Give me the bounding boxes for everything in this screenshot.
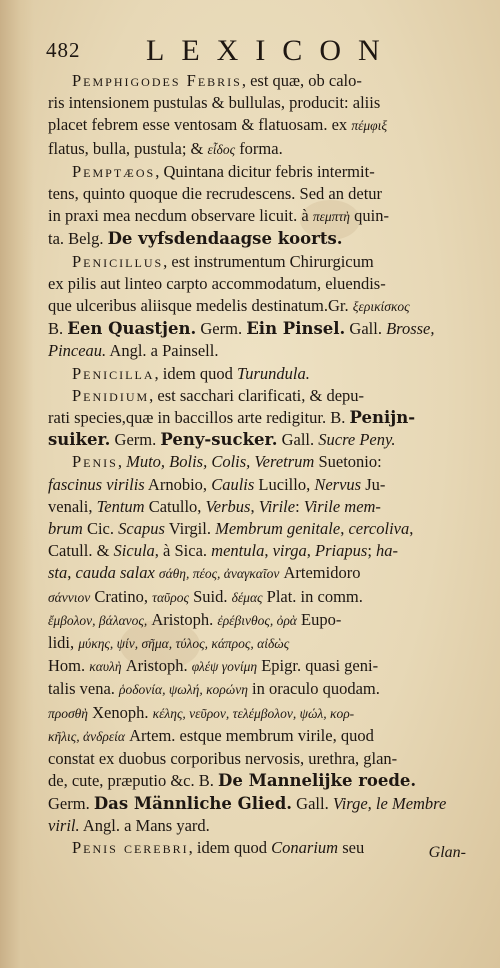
text-line: de, cute, præputio &c. B. De Mannelijke roede. <box>48 771 417 791</box>
entry-penis-cerebri <box>48 837 468 859</box>
text-line: Germ. Das Männliche Glied. Gall. Virge, le Membre <box>48 793 447 813</box>
text-line: Penidium, est sacchari clarificati, & depu- <box>72 385 365 405</box>
text-line: Catull. & Sicula, à Sica. mentula, virga, Priapus; ha- <box>48 541 399 561</box>
entry-penis <box>48 451 468 836</box>
text-line: Penicillus, est instrumentum Chirurgicum <box>72 251 374 271</box>
dictionary-text <box>48 70 468 859</box>
text-line: lidi, μύκης, ψίν, σῆμα, τύλος, κάπρος, αἰδὼς <box>48 633 290 653</box>
text-line: viril. Angl. a Mans yard. <box>48 815 210 835</box>
text-line: brum Cic. Scapus Virgil. Membrum genitale, cercoliva, <box>48 519 414 539</box>
text-line: Penis, Muto, Bolis, Colis, Veretrum Suetonio: <box>72 452 382 472</box>
running-title: LEXICON <box>146 34 397 67</box>
text-line: Penis cerebri, idem quod Conarium seu <box>72 837 365 857</box>
text-line: que ulceribus aliisque medelis destinatum.Gr. ξερικίσκος <box>48 296 410 316</box>
text-line: Pemphigodes Febris, est quæ, ob calo- <box>72 71 362 90</box>
page-header <box>46 34 466 70</box>
text-line: κῆλις, ἀνδρεία Artem. estque membrum virile, quod <box>48 725 374 745</box>
text-line: ex pilis aut linteo carpto accommodatum, eluendis- <box>48 273 386 293</box>
text-line: tens, quinto quoque die recrudescens. Sed an detur <box>48 184 383 204</box>
entry-penicillus <box>48 251 468 363</box>
text-line: Penicilla, idem quod Turundula. <box>72 363 310 383</box>
text-line: Pinceau. Angl. a Painsell. <box>48 341 219 361</box>
text-line: προσθὴ Xenoph. κέλης, νεῦρον, τελέμβολον, ψώλ, κορ- <box>48 702 355 722</box>
text-line: Hom. καυλὴ Aristoph. φλέψ γονίμη Epigr. quasi geni- <box>48 656 379 676</box>
catchword: Glan- <box>428 844 466 861</box>
text-line: B. Een Quastjen. Germ. Ein Pinsel. Gall. Brosse, <box>48 319 435 339</box>
entry-penicilla <box>48 363 468 385</box>
text-line: ἔμβολον, βάλανος, Aristoph. ἐρέβινθος, ὀρὰ Eupo- <box>48 609 342 629</box>
page-gutter-shadow <box>0 0 34 968</box>
text-line: placet febrem esse ventosam & flatuosam. ex πέμφιξ <box>48 115 388 135</box>
text-line: sta, cauda salax σάθη, πέος, ἀναγκαῖον Artemidoro <box>48 563 361 583</box>
text-line: fascinus virilis Arnobio, Caulis Lucillo, Nervus Ju- <box>48 474 386 494</box>
page-number: 482 <box>46 38 81 62</box>
text-line: suiker. Germ. Peny-sucker. Gall. Sucre Peny. <box>48 430 396 450</box>
entry-pemptaeos <box>48 161 468 251</box>
entry-pemphigodes <box>48 70 468 161</box>
text-line: ris intensionem pustulas & bullulas, producit: aliis <box>48 93 381 113</box>
text-line: rati species,quæ in baccillos arte redigitur. B. Penijn- <box>48 408 416 428</box>
text-line: σάννιον Cratino, ταῦρος Suid. δέμας Plat. in comm. <box>48 586 363 606</box>
entry-penidium <box>48 385 468 452</box>
text-line: ta. Belg. De vyfsdendaagse koorts. <box>48 229 343 249</box>
text-line: in praxi mea necdum observare licuit. à πεμπτὴ quin- <box>48 206 389 226</box>
text-line: Pemptæos, Quintana dicitur febris intermit- <box>72 161 375 181</box>
text-line: flatus, bulla, pustula; & εἶδος forma. <box>48 138 283 158</box>
text-line: constat ex duobus corporibus nervosis, urethra, glan- <box>48 749 398 769</box>
text-line: venali, Tentum Catullo, Verbus, Virile: Virile mem- <box>48 496 381 516</box>
text-line: talis vena. ῥοδονία, ψωλή, κορώνη in oraculo quodam. <box>48 679 380 699</box>
